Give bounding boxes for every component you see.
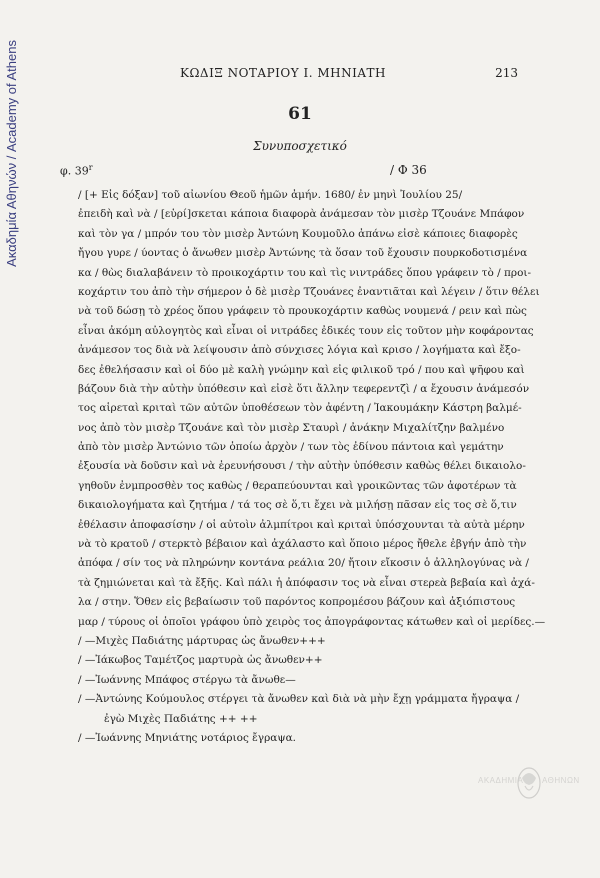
- document-number: 61: [288, 104, 312, 124]
- body-line: κοχάρτιν του ἀπὸ τὴν σήμερον ὁ δὲ μισὲρ Τζουάνες ἐναντιᾶται καὶ λέγειν / ὅτιν θέλει: [78, 285, 540, 298]
- body-line: τὰ ζημιώνεται καὶ τὰ ἔξῆς. Καὶ πάλι ἡ ἀπόφασιν τος νὰ εἶναι στερεὰ βεβαία καὶ ἀχά-: [78, 576, 535, 589]
- body-line: καὶ τὸν γα / μπρόν του τὸν μισὲρ Ἀντώνη Κουμοῦλο ἀπάνω εἰσὲ κάποιες διαφορὲς: [78, 227, 518, 240]
- body-line: ἀπόφα / σίν τος νὰ πληρώνην κοντάνα ρεάλια 20/ ἤτοιν εἴκοσιν ὁ ἀλληλογύνας νὰ /: [78, 557, 529, 570]
- body-line: λα / στην. Ὅθεν εἰς βεβαίωσιν τοῦ παρόντος κοπρομέσου βάζουν καὶ ἀξιόπιστους: [78, 596, 516, 609]
- signature-line: / —Ἰωάννης Μπάφος στέργω τὰ ἄνωθε—: [78, 673, 296, 686]
- body-line: γηθοῦν ἐνμπροσθὲν τος καθὼς / θεραπεύουνται καὶ γροικῶντας τῶν ἀφοτέρων τὰ: [78, 479, 517, 492]
- folio-reference: / Φ 36: [390, 163, 427, 177]
- document-subtitle: Συνυποσχετικό: [253, 139, 347, 153]
- body-line: ἤγου γυρε / ύοντας ὁ ἄνωθεν μισὲρ Ἀντώνης τὰ ὅσαν τοῦ ἔχουσιν πουρκοδοτισμένα: [78, 247, 528, 260]
- body-line: μαρ / τύρους οἱ ὁποῖοι γράφου ὑπὸ χειρὸς τος ἀπογράφοντας κάτωθεν καὶ οἱ μερίδες.—: [78, 615, 546, 628]
- body-line: τος αἱρεταὶ κριταὶ τῶν αὐτῶν ὑποθέσεων τὸν ἀφέντη / Ἰακουμάκην Κάστρη βαλμέ-: [78, 402, 522, 415]
- watermark-right-text: ΑΘΗΝΩΝ: [542, 776, 580, 785]
- folio-side: r: [88, 163, 93, 172]
- body-line: ἐξουσία νὰ δοῦσιν καὶ νὰ ἐρευνήσουσι / τὴν αὐτὴν ὑπόθεσιν καθὼς θέλει δικαιολο-: [78, 460, 526, 473]
- signature-line: / —Μιχὲς Παδιάτης μάρτυρας ὡς ἄνωθεν+++: [78, 634, 326, 647]
- body-line: δικαιολογήματα καὶ ζητήμα / τά τος σὲ ὅ,τι ἔχει νὰ μιλήσῃ πᾶσαν εἰς τος σὲ ὅ,τιν: [78, 499, 517, 512]
- signature-line: ἐγὼ Μιχὲς Παδιάτης ++ ++: [104, 712, 258, 725]
- body-line: νὰ τὸ κρατοῦ / στερκτὸ βέβαιον καὶ ἀχάλαστο καὶ ὅποιο μέρος ἤθελε ἐβγήν ἀπὸ τὴν: [78, 538, 527, 551]
- body-line: / [+ Εἰς δόξαν] τοῦ αἰωνίου Θεοῦ ἡμῶν ἀμήν. 1680/ ἐν μηνὶ Ἰουλίου 25/: [78, 189, 463, 201]
- folio-label: φ. 39: [60, 164, 89, 178]
- page-number: 213: [495, 66, 518, 80]
- document-body: [78, 186, 546, 748]
- body-line: νὰ τοῦ δώσῃ τὸ χρέος ὅπου γράφειν τὸ προυκοχάρτιν καθὼς νουμενά / ρειν καὶ πὼς: [78, 305, 527, 318]
- body-line: εἶναι ἀκόμη αὐλογητὸς καὶ εἶναι οἱ νιτράδες ἐδικές τουν εἰς τοῦτον μὴν κοφάροντας: [78, 324, 534, 337]
- body-line: ἐπειδὴ καὶ νὰ / [εὑρί]σκεται κάποια διαφορὰ ἀνάμεσαν τὸν μισὲρ Τζουάνε Μπάφον: [78, 208, 525, 221]
- signature-line: / —Ἀντώνης Κούμουλος στέργει τὰ ἄνωθεν καὶ διὰ νὰ μὴν ἔχῃ γράμματα ἤγραψα /: [78, 693, 520, 706]
- signature-line: / —Ἰάκωβος Ταμέτζος μαρτυρὰ ὡς ἄνωθεν++: [78, 654, 323, 667]
- archive-sidebar: [4, 40, 26, 290]
- folio-marker: [60, 163, 93, 178]
- running-header-title: ΚΩΔΙΞ ΝΟΤΑΡΙΟΥ Ι. ΜΗΝΙΑΤΗ: [180, 66, 386, 80]
- body-line: ἐθέλασιν ἀποφασίσην / οἱ αὐτοὶν ἀλμπίτροι καὶ κριταὶ ὑπόσχουνται τὰ αὐτὰ μέρην: [78, 518, 525, 531]
- academy-watermark: [478, 764, 580, 802]
- watermark-left-text: ΑΚΑΔΗΜΙΑ: [478, 776, 524, 785]
- body-line: κα / θὼς διαλαβάνειν τὸ προικοχάρτιν του καὶ τὶς νιντράδες ὅπου γράφειν τὸ / προι-: [78, 266, 532, 279]
- body-line: νος ἀπὸ τὸν μισὲρ Τζουάνε καὶ τὸν μισὲρ Σταυρὶ / ἀνάκην Μιχαλίτζην βαλμένο: [78, 421, 505, 434]
- body-line: βάζουν διὰ τὴν αὐτὴν ὑπόθεσιν καὶ εἰσὲ ὅτι ἄλλην τεφερεντζὶ / α ἔχουσιν ἀνάμεσόν: [78, 382, 530, 395]
- body-line: ἀπὸ τὸν μισὲρ Ἀντώνιο τῶν ὁποίω ἀρχὸν / των τὸς ἐδίνου πάντοια καὶ γεμάτην: [78, 441, 504, 454]
- archive-sidebar-text: Ακαδημία Αθηνών / Academy of Athens: [4, 40, 19, 267]
- signature-line: / —Ἰωάννης Μηνιάτης νοτάριος ἔγραψα.: [78, 731, 296, 744]
- body-line: ἀνάμεσον τος διὰ νὰ λείψουσιν ἀπὸ σύνχισες λόγια καὶ κρισο / λογήματα καὶ ἔξο-: [78, 344, 521, 357]
- athena-crest-icon: [515, 764, 543, 800]
- body-line: δες ἐθελήσασιν καὶ οἱ δύο μὲ καλὴ γνώμην καὶ εἰς φιλικοῦ τρό / που καὶ ψῆφου καὶ: [78, 363, 525, 376]
